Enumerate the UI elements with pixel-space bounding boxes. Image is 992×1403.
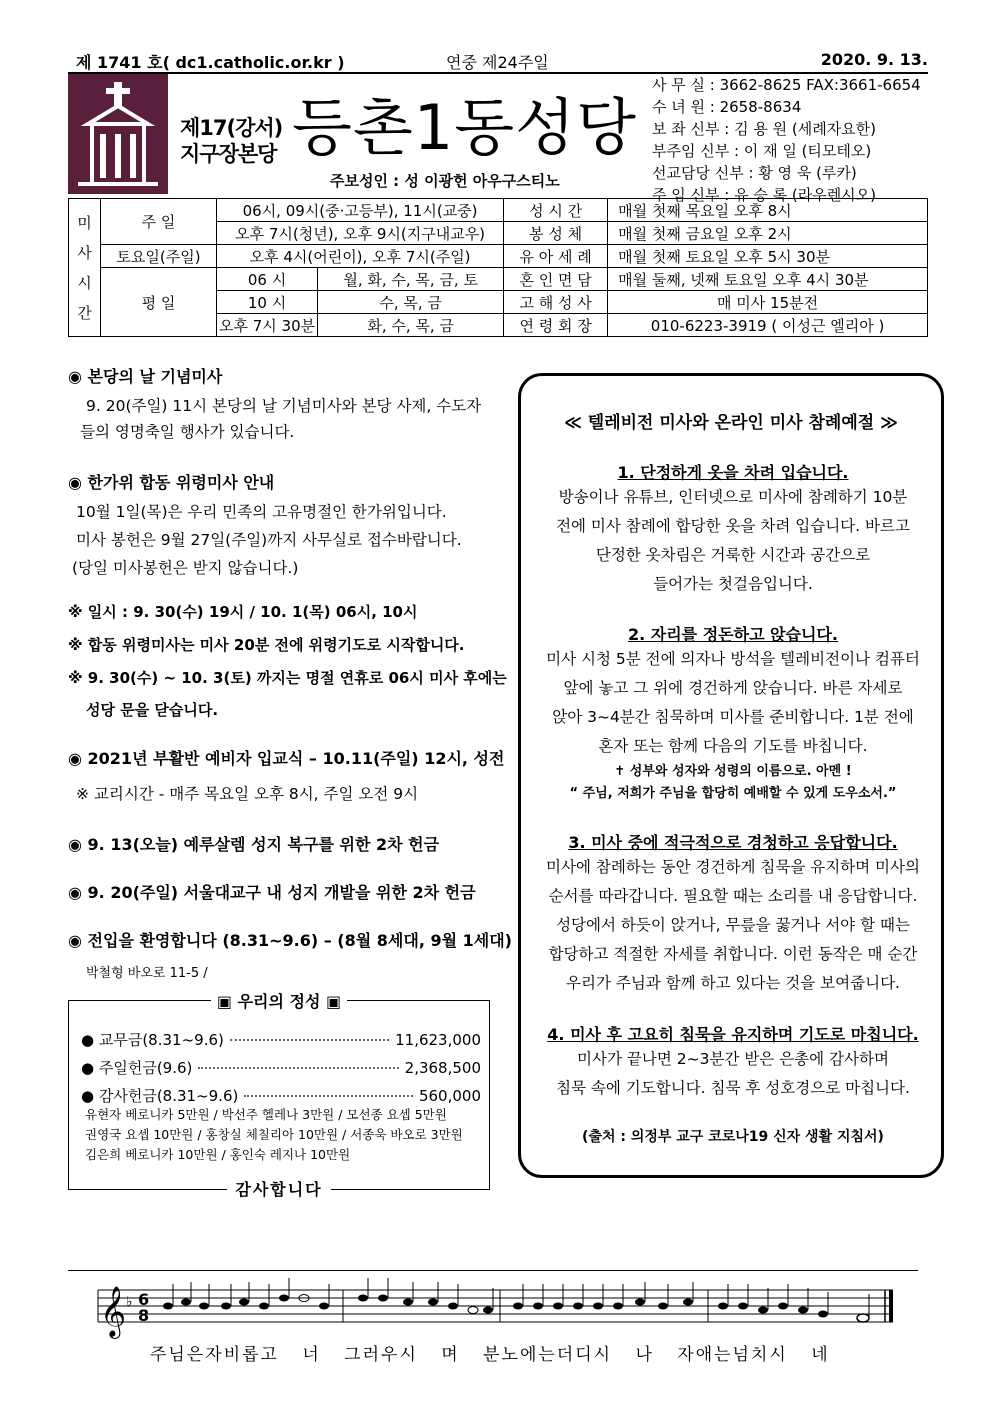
notice-memorial-body-2: 미사 봉헌은 9월 27일(주일)까지 사무실로 접수바랍니다.	[76, 531, 462, 549]
event-label: 성 시 간	[504, 199, 608, 222]
sunday-times-2: 오후 7시(청년), 오후 9시(지구내교우)	[217, 222, 504, 245]
notice-memorial-body-3: (당일 미사봉헌은 받지 않습니다.)	[72, 559, 299, 577]
music-notes	[163, 1278, 869, 1322]
online-mass-etiquette-box	[518, 373, 944, 1178]
music-staff	[68, 1270, 928, 1340]
issue-number: 제 1741 호( dc1.catholic.or.kr )	[76, 53, 345, 72]
flat-icon: ♭	[126, 1294, 133, 1310]
patron-saint: 주보성인 : 성 이광헌 아우구스티노	[330, 172, 560, 190]
offering-box	[68, 992, 490, 1199]
region-role-label: 지구장본당	[180, 142, 277, 166]
donor-line: 권영국 요셉 10만원 / 홍창실 체칠리아 10만원 / 서종욱 바오로 3만원	[85, 1127, 463, 1142]
notice-collection-seoul: ◉ 9. 20(주일) 서울대교구 내 성지 개발을 위한 2차 헌금	[68, 883, 476, 902]
notice-anniversary-body-1: 9. 20(주일) 11시 본당의 날 기념미사와 본당 사제, 수도자	[86, 397, 482, 415]
issue-date: 2020. 9. 13.	[820, 50, 928, 69]
church-name: 등촌1동성당	[292, 91, 637, 164]
notice-holiday-closure-1: ※ 9. 30(수) ~ 10. 3(토) 까지는 명절 연휴로 06시 미사 후에는	[68, 669, 507, 687]
event-label: 봉 성 체	[504, 222, 608, 245]
hymn-lyrics: 주님은자비롭고 너 그러우시 며 분노에는더디시 나 자애는넘치시 네	[150, 1345, 830, 1365]
event-value: 매월 첫째 금요일 오후 2시	[608, 222, 928, 245]
notice-holiday-closure-2: 성당 문을 닫습니다.	[86, 701, 219, 719]
notice-catechism-time: ※ 교리시간 - 매주 목요일 오후 8시, 주일 오전 9시	[76, 785, 419, 803]
notice-memorial-body-1: 10월 1일(목)은 우리 민족의 고유명절인 한가위입니다.	[76, 503, 447, 521]
event-value: 매 미사 15분전	[608, 291, 928, 314]
etiquette-title: ≪ 텔레비전 미사와 온라인 미사 참례예절 ≫	[564, 413, 898, 433]
thanks-label: 감사합니다	[227, 1180, 330, 1199]
event-value: 매월 둘째, 넷째 토요일 오후 4시 30분	[608, 268, 928, 291]
saturday-label: 토요일(주일)	[101, 245, 217, 268]
etiquette-step-3: 3. 미사 중에 적극적으로 경청하고 응답합니다. 미사에 참례하는 동안 경건하게 침묵을 유지하며 미사의 순서를 따라갑니다. 필요할 때는 소리를 내 응답합니다. 성당에서 하듯이 앉거나, 무릎을 꿇거나 서야 할 때는 합당하고 적절한 자세를 취합니다. 이런 동작은 매 순간 우리가 주님과 함께 하고 있다는 것을 보여줍니다.	[546, 833, 920, 992]
notice-catechumen-heading: ◉ 2021년 부활반 예비자 입교식 – 10.11(주일) 12시, 성전	[68, 749, 505, 768]
event-value: 매월 첫째 목요일 오후 8시	[608, 199, 928, 222]
event-value: 매월 첫째 토요일 오후 5시 30분	[608, 245, 928, 268]
contact-assistant-priest: 보 좌 신부 : 김 용 원 (세례자요한)	[652, 120, 877, 138]
treble-clef-icon: 𝄞	[100, 1286, 127, 1337]
event-label: 연 령 회 장	[504, 314, 608, 337]
sunday-times-1: 06시, 09시(중·고등부), 11시(교중)	[217, 199, 504, 222]
contact-convent: 수 녀 원 : 2658-8634	[652, 98, 802, 116]
event-value: 010-6223-3919 ( 이성근 엘리아 )	[608, 314, 928, 337]
notice-anniversary-body-2: 들의 영명축일 행사가 있습니다.	[80, 423, 295, 441]
notice-memorial-schedule: ※ 일시 : 9. 30(수) 19시 / 10. 1(목) 06시, 10시	[68, 603, 418, 621]
etiquette-step-4: 4. 미사 후 고요히 침묵을 유지하며 기도로 마칩니다. 미사가 끝나면 2~3분간 받은 은총에 감사하며 침묵 속에 기도합니다. 침묵 후 성호경으로 마칩니다.	[547, 1025, 919, 1097]
notice-welcome-heading: ◉ 전입을 환영합니다 (8.31~9.6) – (8월 8세대, 9월 1세대)	[68, 931, 512, 950]
notice-memorial-prayer-note: ※ 합동 위령미사는 미사 20분 전에 위령기도로 시작합니다.	[68, 636, 465, 654]
notice-collection-jerusalem: ◉ 9. 13(오늘) 예루살렘 성지 복구를 위한 2차 헌금	[68, 835, 440, 854]
sunday-label: 주 일	[101, 199, 217, 245]
contact-mission-priest: 선교담당 신부 : 황 영 욱 (루카)	[652, 164, 857, 182]
offering-row: ● 교무금(8.31~9.6) 11,623,000	[81, 1031, 481, 1049]
etiquette-step-2: 2. 자리를 정돈하고 앉습니다. 미사 시청 5분 전에 의자나 방석을 텔레비전이나 컴퓨터 앞에 놓고 그 위에 경건하게 앉습니다. 바른 자세로 앉아 3~4분간 침묵하며 미사를 준비합니다. 1분 전에 혼자 또는 함께 다음의 기도를 바칩니다. ✝ 성부와 성자와 성령의 이름으로. 아멘 ! “ 주님, 저희가 주님을 합당히 예배할 수 있게 도우소서.”	[529, 622, 937, 805]
church-building-icon	[68, 74, 168, 194]
offering-row: ● 주일헌금(9.6) 2,368,500	[81, 1059, 481, 1077]
saturday-times: 오후 4시(어린이), 오후 7시(주일)	[217, 245, 504, 268]
contact-vice-pastor: 부주임 신부 : 이 재 일 (티모테오)	[652, 142, 872, 160]
weekday-time: 06 시	[217, 268, 318, 291]
mass-schedule-table	[68, 198, 928, 337]
etiquette-step-1: 1. 단정하게 옷을 차려 입습니다. 방송이나 유튜브, 인터넷으로 미사에 참례하기 10분 전에 미사 참례에 합당한 옷을 차려 입습니다. 바르고 단정한 옷차림은 거룩한 시간과 공간으로 들어가는 첫걸음입니다.	[556, 463, 910, 593]
weekday-days: 화, 수, 목, 금	[318, 314, 504, 337]
church-logo	[68, 74, 168, 194]
etiquette-source: (출처 : 의정부 교구 코로나19 신자 생활 지침서)	[582, 1129, 884, 1145]
donor-line: 유현자 베로니카 5만원 / 박선주 헬레나 3만원 / 모선종 요셉 5만원	[85, 1107, 447, 1122]
event-label: 혼 인 면 담	[504, 268, 608, 291]
donor-line: 김은희 베로니카 10만원 / 홍인숙 레지나 10만원	[85, 1147, 351, 1162]
contact-list	[652, 74, 921, 206]
region-label: 제17(강서)	[180, 116, 283, 140]
event-label: 고 해 성 사	[504, 291, 608, 314]
offering-title: ▣ 우리의 정성 ▣	[211, 992, 347, 1011]
weekday-days: 수, 목, 금	[318, 291, 504, 314]
contact-pastor: 주 임 신부 : 유 승 록 (라우렌시오)	[652, 186, 877, 204]
preparation-prayer: “ 주님, 저희가 주님을 합당히 예배할 수 있게 도우소서.”	[569, 786, 897, 801]
time-signature-bottom: 8	[138, 1306, 150, 1325]
sign-of-cross-prayer: ✝ 성부와 성자와 성령의 이름으로. 아멘 !	[614, 764, 852, 779]
liturgical-week: 연중 제24주일	[446, 53, 549, 72]
event-label: 유 아 세 례	[504, 245, 608, 268]
weekday-time: 10 시	[217, 291, 318, 314]
weekday-days: 월, 화, 수, 목, 금, 토	[318, 268, 504, 291]
offering-row: ● 감사헌금(8.31~9.6) 560,000	[81, 1087, 481, 1105]
notice-welcome-list: 박철형 바오로 11-5 /	[86, 966, 208, 981]
mass-time-side-label: 미 사 시 간	[69, 199, 101, 337]
contact-office: 사 무 실 : 3662-8625 FAX:3661-6654	[652, 76, 921, 94]
issue-header-bar	[68, 50, 928, 74]
weekday-time: 오후 7시 30분	[217, 314, 318, 337]
time-signature-top: 6	[138, 1290, 150, 1309]
weekday-label: 평 일	[101, 268, 217, 337]
notice-memorial-heading: ◉ 한가위 합동 위령미사 안내	[68, 473, 275, 492]
notice-anniversary-heading: ◉ 본당의 날 기념미사	[68, 367, 223, 386]
